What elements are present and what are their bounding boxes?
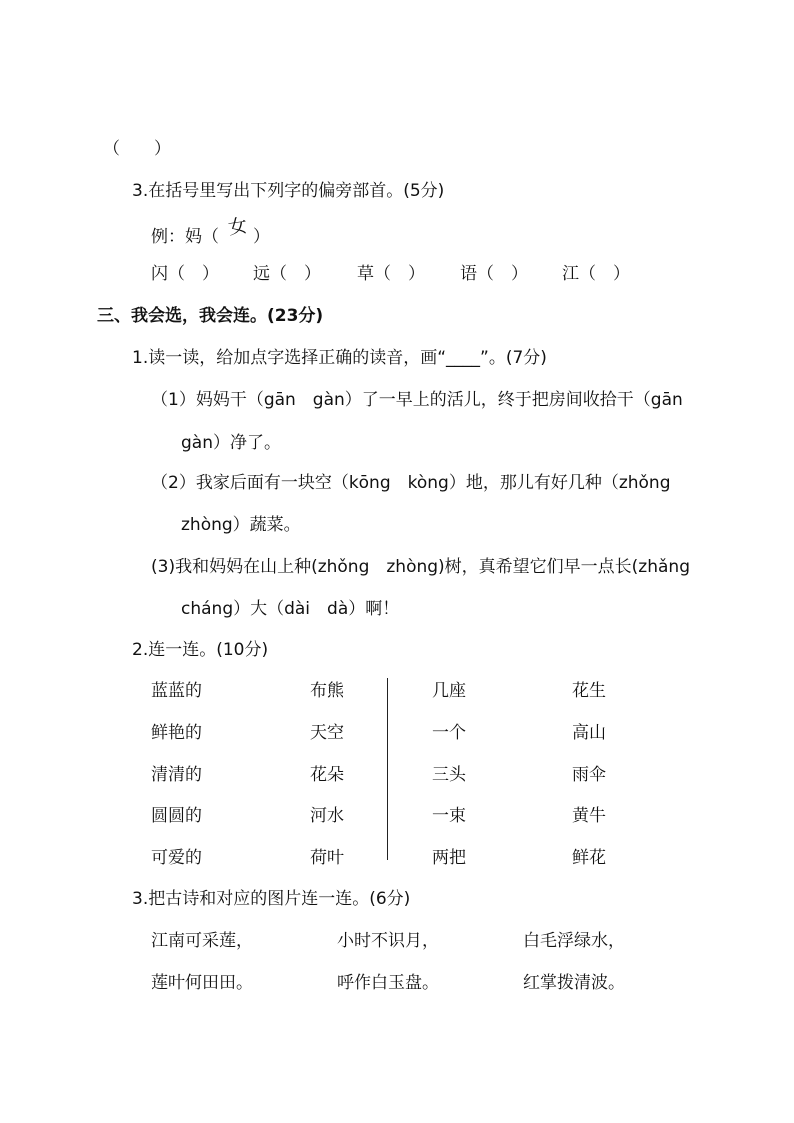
answer-paren: （ ）: [103, 139, 171, 159]
handwritten-answer: 女: [226, 214, 249, 240]
match-item: 黄牛: [572, 806, 606, 826]
question-title-poems: 3.把古诗和对应的图片连一连。(6分): [132, 889, 411, 909]
poem-line: 莲叶何田田。: [151, 973, 253, 993]
match-item: 两把: [432, 848, 466, 868]
question-title-radicals: 3.在括号里写出下列字的偏旁部首。(5分): [132, 181, 445, 201]
match-item: 可爱的: [151, 848, 202, 868]
match-item: 天空: [310, 723, 344, 743]
match-item: 布熊: [310, 681, 344, 701]
exercise-line: （1）妈妈干（gān gàn）了一早上的活儿，终于把房间收拾干（gān: [151, 390, 683, 410]
match-item: 鲜花: [572, 848, 606, 868]
question-title-pinyin: 1.读一读，给加点字选择正确的读音，画“____”。(7分): [132, 348, 547, 368]
radical-item: 闪（ ）: [151, 264, 219, 284]
match-item: 几座: [432, 681, 466, 701]
example-prefix: 例：妈（: [151, 227, 219, 247]
match-item: 河水: [310, 806, 344, 826]
match-item: 鲜艳的: [151, 723, 202, 743]
match-item: 三头: [432, 765, 466, 785]
question-title-matching: 2.连一连。(10分): [132, 640, 269, 660]
poem-line: 白毛浮绿水，: [523, 931, 625, 951]
poem-line: 呼作白玉盘。: [337, 973, 439, 993]
radical-item: 远（ ）: [253, 264, 321, 284]
exercise-line: zhòng）蔬菜。: [181, 515, 301, 535]
match-item: 雨伞: [572, 765, 606, 785]
exercise-line: gàn）净了。: [181, 433, 281, 453]
radical-item: 草（ ）: [357, 264, 425, 284]
radical-item: 江（ ）: [562, 264, 630, 284]
match-item: 一束: [432, 806, 466, 826]
match-item: 花朵: [310, 765, 344, 785]
exercise-line: cháng）大（dài dà）啊！: [181, 599, 400, 619]
section-heading: 三、我会选，我会连。(23分): [97, 306, 324, 326]
match-item: 高山: [572, 723, 606, 743]
poem-line: 红掌拨清波。: [523, 973, 625, 993]
exercise-line: （2）我家后面有一块空（kōng kòng）地，那儿有好几种（zhǒng: [151, 473, 671, 493]
match-item: 圆圆的: [151, 806, 202, 826]
match-item: 清清的: [151, 765, 202, 785]
match-item: 花生: [572, 681, 606, 701]
example-suffix: ）: [253, 227, 270, 247]
poem-line: 江南可采莲，: [151, 931, 253, 951]
match-item: 蓝蓝的: [151, 681, 202, 701]
poem-line: 小时不识月，: [337, 931, 439, 951]
match-item: 荷叶: [310, 848, 344, 868]
exercise-line: (3)我和妈妈在山上种(zhǒng zhòng)树，真希望它们早一点长(zhǎng: [151, 557, 690, 577]
divider-line: [387, 678, 388, 860]
radical-item: 语（ ）: [460, 264, 528, 284]
match-item: 一个: [432, 723, 466, 743]
